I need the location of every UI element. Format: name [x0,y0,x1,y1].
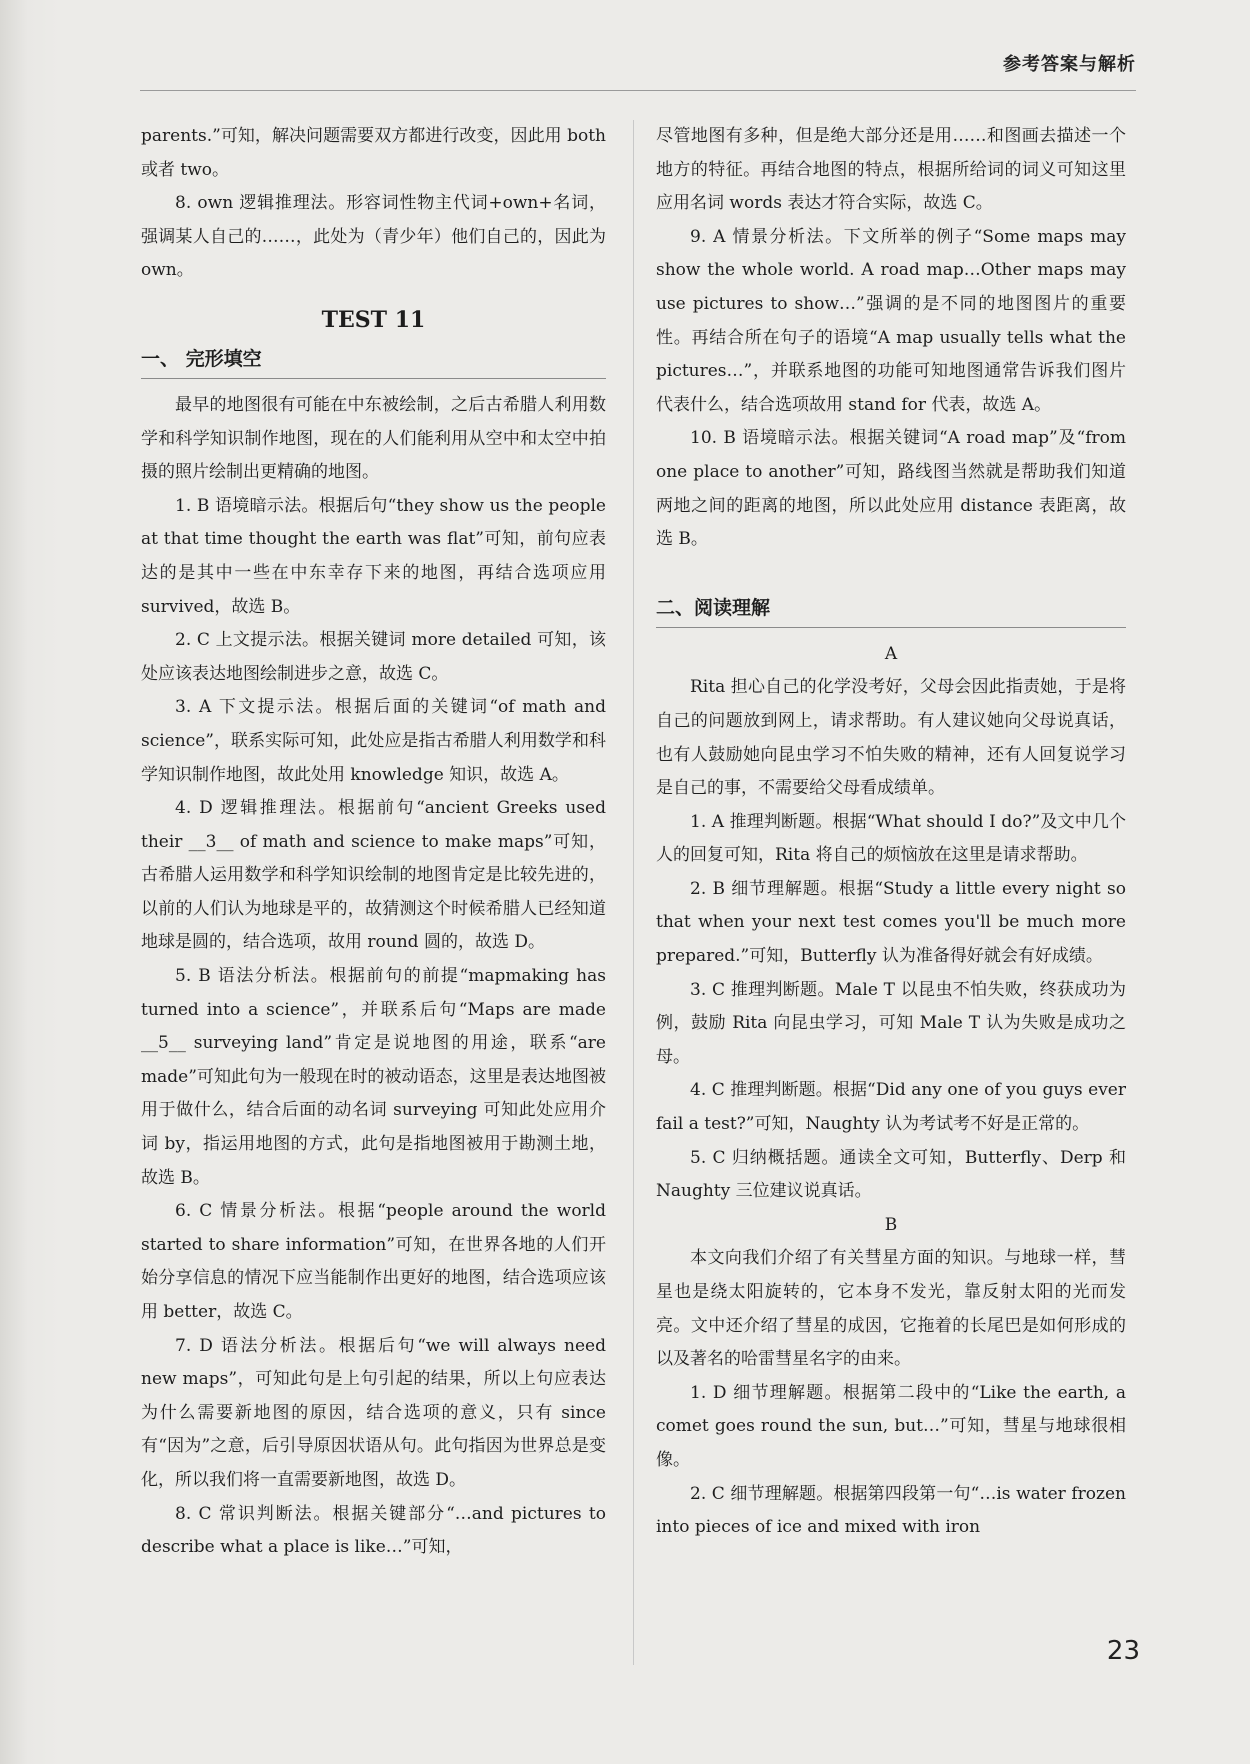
answer-item: 6. C 情景分析法。根据“people around the world started to share information”可知，在世界各地的人们开始分享信息的情况下应当能制作出更好的地图，结合选项应该用 better，故选 C。 [141,1201,606,1322]
answer-item: 2. C 上文提示法。根据关键词 more detailed 可知，该处应该表达地图绘制进步之意，故选 C。 [141,630,606,684]
passage-label-b: B [884,1214,898,1235]
answer-item: 2. C 细节理解题。根据第四段第一句“…is water frozen into pieces of ice and mixed with iron [656,1483,1126,1538]
answer-item: 4. D 逻辑推理法。根据前句“ancient Greeks used their __3__ of math and science to make maps”可知，古希腊人运用数学和科学知识绘制的地图肯定是比较先进的，以前的人们认为地球是平的，故猜测这个时候希腊人已经知道地球是圆的，结合选项，故用 round 圆的，故选 D。 [141,798,606,953]
cloze-summary: 最早的地图很有可能在中东被绘制，之后古希腊人利用数学和科学知识制作地图，现在的人们能利用从空中和太空中拍摄的照片绘制出更精确的地图。 [141,394,606,483]
passage-summary: 本文向我们介绍了有关彗星方面的知识。与地球一样，彗星也是绕太阳旋转的，它本身不发光，靠反射太阳的光而发亮。文中还介绍了彗星的成因，它拖着的长尾巴是如何形成的以及著名的哈雷彗星名字的由来。 [656,1248,1126,1370]
answer-item: 7. D 语法分析法。根据后句“we will always need new maps”，可知此句是上句引起的结果，所以上句应表达为什么需要新地图的原因，结合选项的意义，只有 since 有“因为”之意，后引导原因状语从句。此句指因为世界总是变化，所以我们将一直需要新地图，故选 D。 [141,1335,606,1490]
section-heading-reading: 二、阅读理解 [656,593,1126,628]
passage-label-a: A [884,643,898,664]
answer-item: 4. C 推理判断题。根据“Did any one of you guys ever fail a test?”可知，Naughty 认为考试考不好是正常的。 [656,1080,1126,1135]
answer-item: 2. B 细节理解题。根据“Study a little every night so that when your next test comes you'll be much more prepared.”可知，Butterfly 认为准备得好就会有好成绩。 [656,878,1126,967]
answer-item: 9. A 情景分析法。下文所举的例子“Some maps may show the whole world. A road map…Other maps may use pictures to show…”强调的是不同的地图图片的重要性。再结合所在句子的语境“A map usually tells what the pictures…”，并联系地图的功能可知地图通常告诉我们图片代表什么，结合选项故用 stand for 代表，故选 A。 [656,226,1126,415]
header-title: 参考答案与解析 [1003,54,1136,75]
test-title: TEST 11 [321,306,426,333]
continuation-text: 尽管地图有多种，但是绝大部分还是用……和图画去描述一个地方的特征。再结合地图的特点，根据所给词的词义可知这里应用名词 words 表达才符合实际，故选 C。 [656,126,1126,214]
answer-item: 3. A 下文提示法。根据后面的关键词“of math and science”，联系实际可知，此处应是指古希腊人利用数学和科学知识制作地图，故此处用 knowledge 知识，故选 A。 [141,697,606,785]
column-divider [633,120,634,1665]
answer-item: 3. C 推理判断题。Male T 以昆虫不怕失败，终获成功为例，鼓励 Rita 向昆虫学习，可知 Male T 认为失败是成功之母。 [656,979,1126,1067]
answer-item: 1. D 细节理解题。根据第二段中的“Like the earth, a comet goes round the sun, but…”可知，彗星与地球很相像。 [656,1382,1126,1470]
left-column [141,120,606,1565]
answer-item: 1. B 语境暗示法。根据后句“they show us the people at that time thought the earth was flat”可知，前句应表达的是其中一些在中东幸存下来的地图，再结合选项应用 survived，故选 B。 [141,495,606,617]
answer-item: 8. own 逻辑推理法。形容词性物主代词+own+名词，强调某人自己的……，此处为（青少年）他们自己的，因此为 own。 [141,193,606,281]
header-divider [140,90,1136,91]
answer-item: 1. A 推理判断题。根据“What should I do?”及文中几个人的回复可知，Rita 将自己的烦恼放在这里是请求帮助。 [656,811,1126,866]
continuation-text: parents.”可知，解决问题需要双方都进行改变，因此用 both 或者 two。 [141,126,606,180]
right-column [656,120,1126,1545]
answer-item: 8. C 常识判断法。根据关键部分“…and pictures to describe what a place is like…”可知， [141,1503,606,1558]
answer-item: 5. B 语法分析法。根据前句的前提“mapmaking has turned into a science”，并联系后句“Maps are made __5__ surveying land”肯定是说地图的用途，联系“are made”可知此句为一般现在时的被动语态，这里是表达地图被用于做什么，结合后面的动名词 surveying 可知此处应用介词 by，指运用地图的方式，此句是指地图被用于勘测土地，故选 B。 [141,966,606,1188]
answer-item: 10. B 语境暗示法。根据关键词“A road map”及“from one place to another”可知，路线图当然就是帮助我们知道两地之间的距离的地图，所以此处应用 distance 表距离，故选 B。 [656,428,1126,550]
section-heading-cloze: 一、 完形填空 [141,344,606,379]
passage-summary: Rita 担心自己的化学没考好，父母会因此指责她，于是将自己的问题放到网上，请求帮助。有人建议她向父母说真话，也有人鼓励她向昆虫学习不怕失败的精神，还有人回复说学习是自己的事，不需要给父母看成绩单。 [656,677,1126,799]
page-number: 23 [1106,1636,1140,1666]
answer-item: 5. C 归纳概括题。通读全文可知，Butterfly、Derp 和 Naughty 三位建议说真话。 [656,1147,1126,1202]
